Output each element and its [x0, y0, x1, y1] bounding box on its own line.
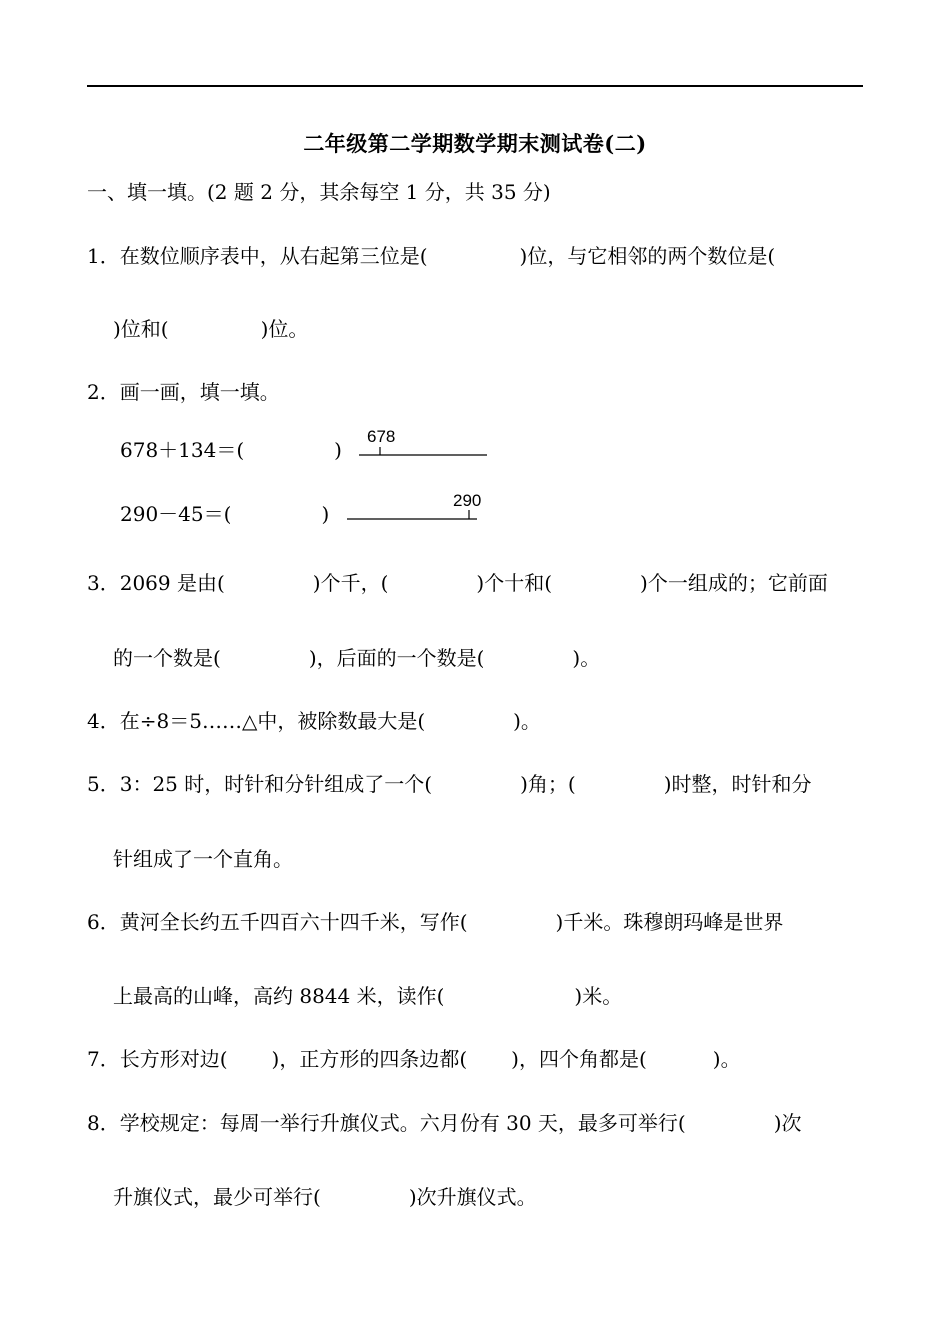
question-6-number: 6．	[87, 910, 120, 934]
q3-text-f: )，后面的一个数是(	[308, 646, 485, 670]
q2-eq2-text: 290－45＝(	[120, 502, 232, 526]
question-3-number: 3．	[87, 571, 120, 595]
question-5-line-1	[87, 770, 812, 798]
q2-eq1-close: )	[334, 438, 342, 462]
question-8-number: 8．	[87, 1111, 120, 1135]
q1-text-c: )位和(	[113, 317, 169, 341]
q5-text-d: 针组成了一个直角。	[113, 847, 293, 871]
question-2-number: 2．	[87, 380, 120, 404]
q5-text-a: 3：25 时，时针和分针组成了一个(	[119, 772, 433, 796]
question-7-number: 7．	[87, 1047, 120, 1071]
q3-text-e: 的一个数是(	[113, 646, 221, 670]
question-4-line-1	[87, 707, 541, 735]
question-6-line-2	[113, 982, 622, 1010]
q2-equation-1	[120, 436, 342, 464]
question-8-line-1	[87, 1109, 802, 1137]
question-3-line-2	[113, 644, 600, 672]
question-5-line-2	[113, 845, 293, 873]
question-5-number: 5．	[87, 772, 120, 796]
q3-text-c: )个十和(	[476, 571, 553, 595]
question-1-line-2	[113, 315, 308, 343]
q2-eq1-text: 678＋134＝(	[120, 438, 245, 462]
question-1-line-1	[87, 242, 775, 270]
q3-text-d: )个一组成的；它前面	[640, 571, 828, 595]
q2-text: 画一画，填一填。	[119, 380, 280, 404]
page-title: 二年级第二学期数学期末测试卷(二)	[303, 131, 647, 156]
q7-text-b: )，正方形的四条边都(	[271, 1047, 468, 1071]
q4-text-b: )。	[513, 709, 541, 733]
number-line-1-label: 678	[367, 427, 396, 446]
q6-text-c: 上最高的山峰，高约 8844 米，读作(	[113, 984, 445, 1008]
number-line-2-label: 290	[453, 491, 482, 510]
q8-text-d: )次升旗仪式。	[408, 1185, 537, 1209]
q7-text-d: )。	[712, 1047, 741, 1071]
q5-text-b: )角；(	[520, 772, 576, 796]
q6-text-d: )米。	[574, 984, 623, 1008]
question-8-line-2	[113, 1183, 537, 1211]
q3-text-a: 2069 是由(	[119, 571, 225, 595]
question-6-line-1	[87, 908, 783, 936]
q2-eq2-close: )	[321, 502, 330, 526]
q8-text-c: 升旗仪式，最少可举行(	[113, 1185, 321, 1209]
q6-text-a: 黄河全长约五千四百六十四千米，写作(	[119, 910, 468, 934]
number-line-1	[355, 424, 495, 464]
q7-text-c: )，四个角都是(	[511, 1047, 647, 1071]
number-line-2	[345, 486, 490, 526]
q2-equation-2	[120, 500, 329, 528]
q4-text-a: 在÷8＝5……△中，被除数最大是(	[119, 709, 426, 733]
q6-text-b: )千米。珠穆朗玛峰是世界	[555, 910, 784, 934]
q1-text-b: )位，与它相邻的两个数位是(	[519, 244, 776, 268]
q3-text-b: )个千，(	[312, 571, 389, 595]
question-4-number: 4．	[87, 709, 120, 733]
q3-text-g: )。	[572, 646, 601, 670]
question-2-line-1	[87, 378, 280, 406]
top-rule	[87, 85, 863, 87]
question-1-number: 1．	[87, 244, 120, 268]
question-7-line-1	[87, 1045, 741, 1073]
q8-text-b: )次	[773, 1111, 802, 1135]
q5-text-c: )时整，时针和分	[663, 772, 812, 796]
section-heading: 一、填一填。(2 题 2 分，其余每空 1 分，共 35 分)	[87, 180, 551, 204]
q8-text-a: 学校规定：每周一举行升旗仪式。六月份有 30 天，最多可举行(	[119, 1111, 686, 1135]
q7-text-a: 长方形对边(	[119, 1047, 228, 1071]
q1-text-d: )位。	[260, 317, 309, 341]
question-3-line-1	[87, 569, 828, 597]
q1-text-a: 在数位顺序表中，从右起第三位是(	[119, 244, 428, 268]
